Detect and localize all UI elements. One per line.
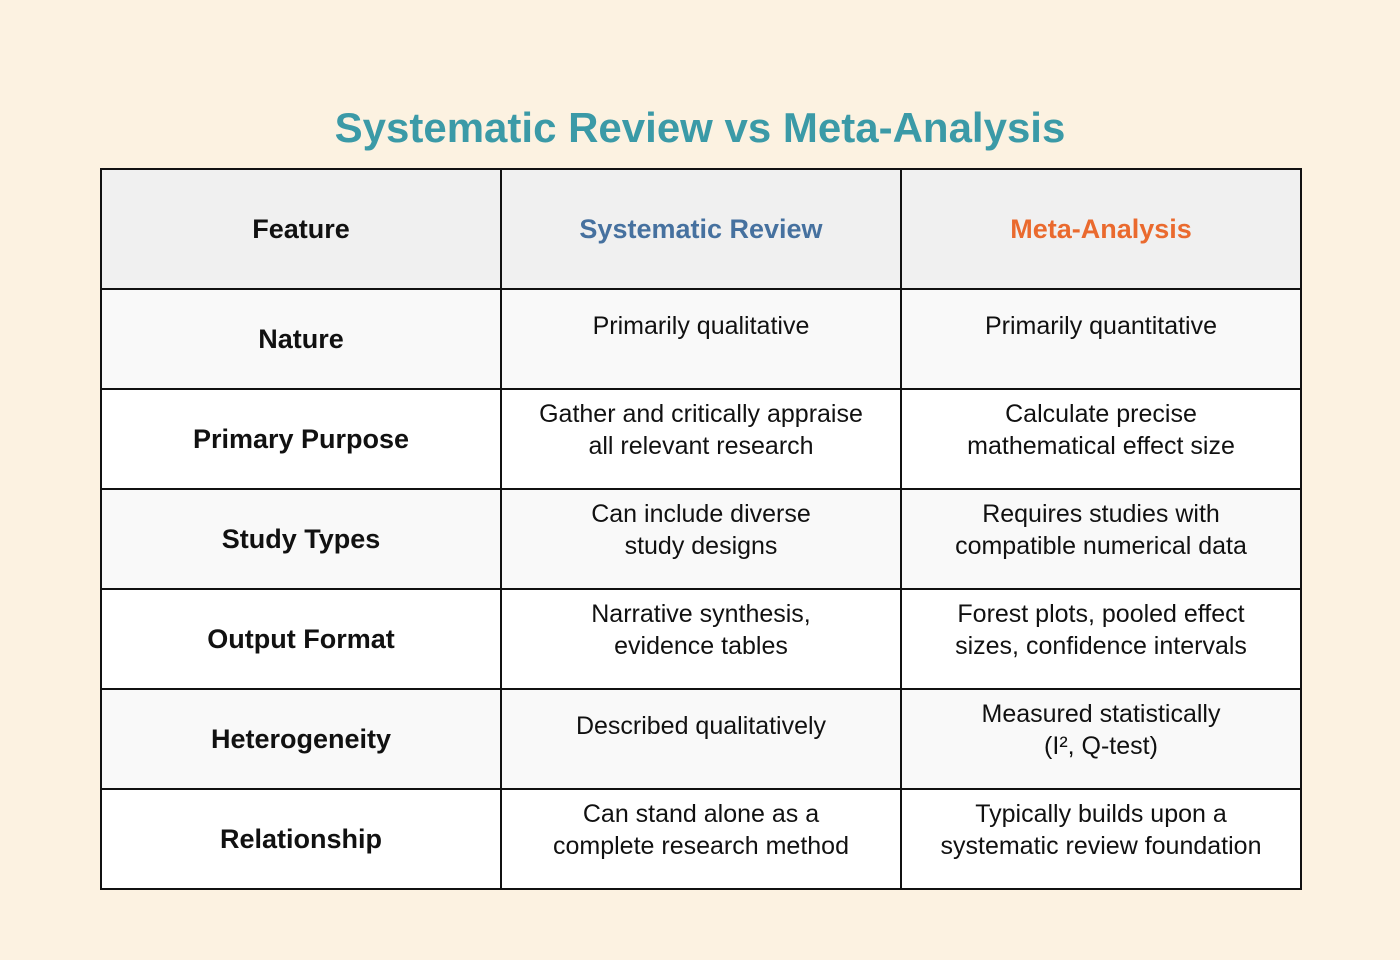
systematic-review-cell: Narrative synthesis, evidence tables <box>501 589 901 689</box>
table-row <box>101 789 1301 889</box>
table-row <box>101 689 1301 789</box>
table-row <box>101 389 1301 489</box>
comparison-table <box>100 168 1302 890</box>
row-label: Heterogeneity <box>101 689 501 789</box>
meta-analysis-cell: Forest plots, pooled effect sizes, confidence intervals <box>901 589 1301 689</box>
row-label: Study Types <box>101 489 501 589</box>
meta-analysis-cell: Calculate precise mathematical effect size <box>901 389 1301 489</box>
row-label: Nature <box>101 289 501 389</box>
header-systematic-review: Systematic Review <box>501 169 901 289</box>
table-row <box>101 589 1301 689</box>
systematic-review-cell: Described qualitatively <box>501 689 901 789</box>
table-row <box>101 289 1301 389</box>
meta-analysis-cell: Typically builds upon a systematic review foundation <box>901 789 1301 889</box>
meta-analysis-cell: Primarily quantitative <box>901 289 1301 389</box>
row-label: Primary Purpose <box>101 389 501 489</box>
row-label: Relationship <box>101 789 501 889</box>
systematic-review-cell: Can include diverse study designs <box>501 489 901 589</box>
page-title: Systematic Review vs Meta-Analysis <box>334 104 1066 152</box>
meta-analysis-cell: Requires studies with compatible numerical data <box>901 489 1301 589</box>
table-header-row <box>101 169 1301 289</box>
meta-analysis-cell: Measured statistically (I², Q-test) <box>901 689 1301 789</box>
table-row <box>101 489 1301 589</box>
header-meta-analysis: Meta-Analysis <box>901 169 1301 289</box>
systematic-review-cell: Gather and critically appraise all relevant research <box>501 389 901 489</box>
systematic-review-cell: Primarily qualitative <box>501 289 901 389</box>
row-label: Output Format <box>101 589 501 689</box>
header-feature: Feature <box>101 169 501 289</box>
systematic-review-cell: Can stand alone as a complete research method <box>501 789 901 889</box>
